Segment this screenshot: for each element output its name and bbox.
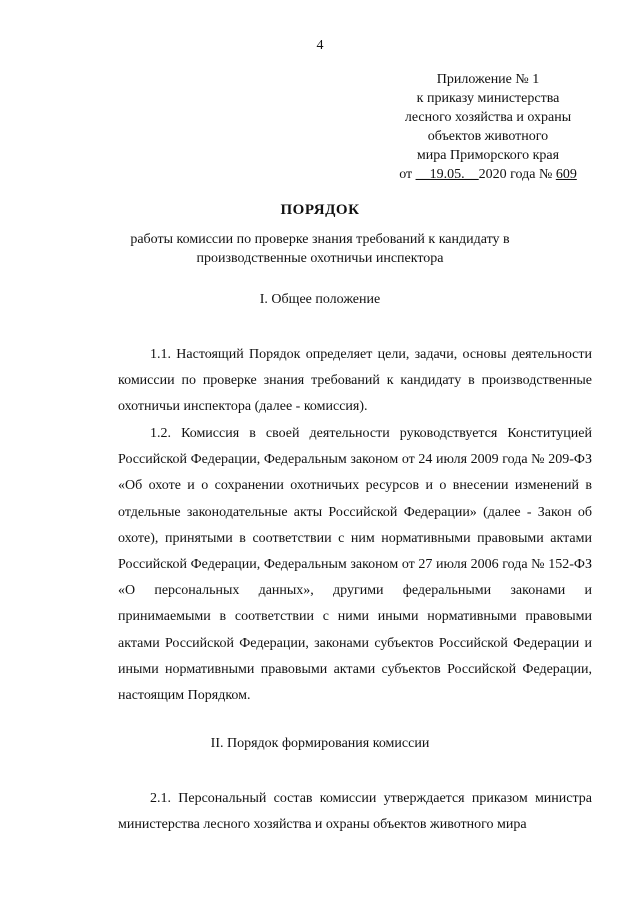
appendix-line-1: Приложение № 1	[436, 72, 540, 87]
document-title: ПОРЯДОК	[280, 202, 360, 218]
date-prefix: от	[399, 167, 416, 182]
appendix-line-5: мира Приморского края	[416, 148, 560, 163]
paragraph-1-1: 1.1. Настоящий Порядок определяет цели, задачи, основы деятельности комиссии по проверке знания требований к кандидату в производственные охотничьи инспектора (далее - комиссия).	[118, 347, 592, 415]
appendix-line-3: лесного хозяйства и охраны	[404, 110, 572, 125]
appendix-line-2: к приказу министерства	[416, 91, 560, 106]
section-heading-1: I. Общее положение	[259, 292, 381, 307]
appendix-header	[388, 70, 588, 184]
paragraph-1-2: 1.2. Комиссия в своей деятельности руководствуется Конституцией Российской Федерации, Федеральным законом от 24 июля 2009 года № 209-ФЗ «Об охоте и о сохранении охотничьих ресурсов и о внесении изменений в отдельные законодательные акты Российской Федерации» (далее - Закон об охоте), принятыми в соответствии с ним нормативными правовыми актами Российской Федерации, Федеральным законом от 27 июля 2006 года № 152-ФЗ «О персональных данных», другими федеральными законами и принимаемыми в соответствии с ними иными нормативными правовыми актами Российской Федерации, законами субъектов Российской Федерации и иными нормативными правовыми актами субъектов Российской Федерации, настоящим Порядком.	[118, 426, 592, 704]
paragraph-2-1: 2.1. Персональный состав комиссии утверждается приказом министра министерства лесного хозяйства и охраны объектов животного мира	[118, 791, 592, 833]
date-middle: 2020 года №	[478, 167, 556, 182]
appendix-date-line	[388, 165, 588, 184]
order-date: __19.05.__	[415, 167, 479, 182]
document-subtitle: работы комиссии по проверке знания требований к кандидату в производственные охотничьи инспектора	[130, 232, 510, 266]
appendix-line-4: объектов животного	[427, 129, 549, 144]
section-heading-2: II. Порядок формирования комиссии	[210, 736, 430, 751]
order-number: 609	[555, 167, 577, 182]
page-number: 4	[316, 38, 324, 53]
